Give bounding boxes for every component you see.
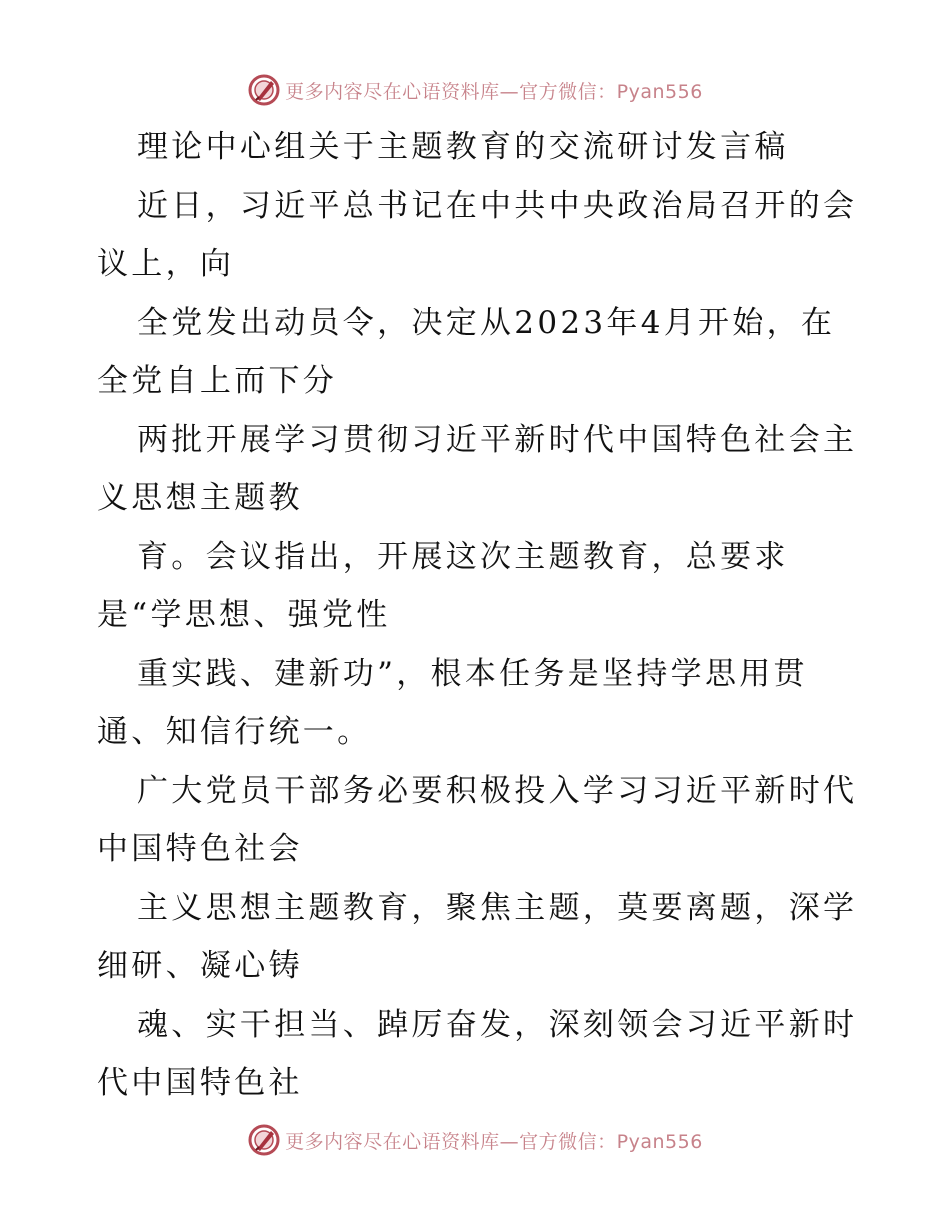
header-watermark	[0, 70, 950, 110]
paragraph-line: 主义思想主题教育，聚焦主题，莫要离题，深学	[137, 889, 857, 926]
watermark-contact: 官方微信：Pyan556	[519, 1130, 703, 1153]
paragraph-line: 育。会议指出，开展这次主题教育，总要求	[137, 538, 789, 575]
paragraph-line: 细研、凝心铸	[97, 948, 303, 984]
paragraph-line: 义思想主题教	[97, 480, 303, 516]
watermark-separator: —	[499, 1130, 520, 1153]
quill-pen-seal-icon	[247, 73, 281, 107]
paragraph-line: 是“学思想、强党性	[97, 597, 391, 633]
document-title: 理论中心组关于主题教育的交流研讨发言稿	[137, 129, 789, 165]
paragraph-line: 近日，习近平总书记在中共中央政治局召开的会	[137, 187, 857, 224]
paragraph-line: 代中国特色社	[97, 1065, 303, 1101]
watermark-brand: 更多内容尽在心语资料库	[285, 1130, 500, 1153]
paragraph-line: 魂、实干担当、踔厉奋发，深刻领会习近平新时	[137, 1006, 857, 1043]
watermark-brand: 更多内容尽在心语资料库	[285, 80, 500, 103]
paragraph-line: 全党发出动员令，决定从2023年4月开始，在	[137, 304, 836, 341]
quill-pen-seal-icon	[247, 1123, 281, 1157]
footer-watermark	[0, 1120, 950, 1160]
watermark-separator: —	[499, 80, 520, 103]
paragraph-line: 全党自上而下分	[97, 363, 338, 399]
document-body	[97, 118, 857, 1113]
paragraph-line: 通、知信行统一。	[97, 714, 372, 750]
watermark-contact: 官方微信：Pyan556	[519, 80, 703, 103]
paragraph-line: 中国特色社会	[97, 831, 303, 867]
paragraph-line: 议上，向	[97, 246, 235, 282]
paragraph-line: 重实践、建新功”，根本任务是坚持学思用贯	[137, 655, 808, 692]
paragraph-line: 广大党员干部务必要积极投入学习习近平新时代	[137, 772, 857, 809]
paragraph-line: 两批开展学习贯彻习近平新时代中国特色社会主	[137, 421, 857, 458]
